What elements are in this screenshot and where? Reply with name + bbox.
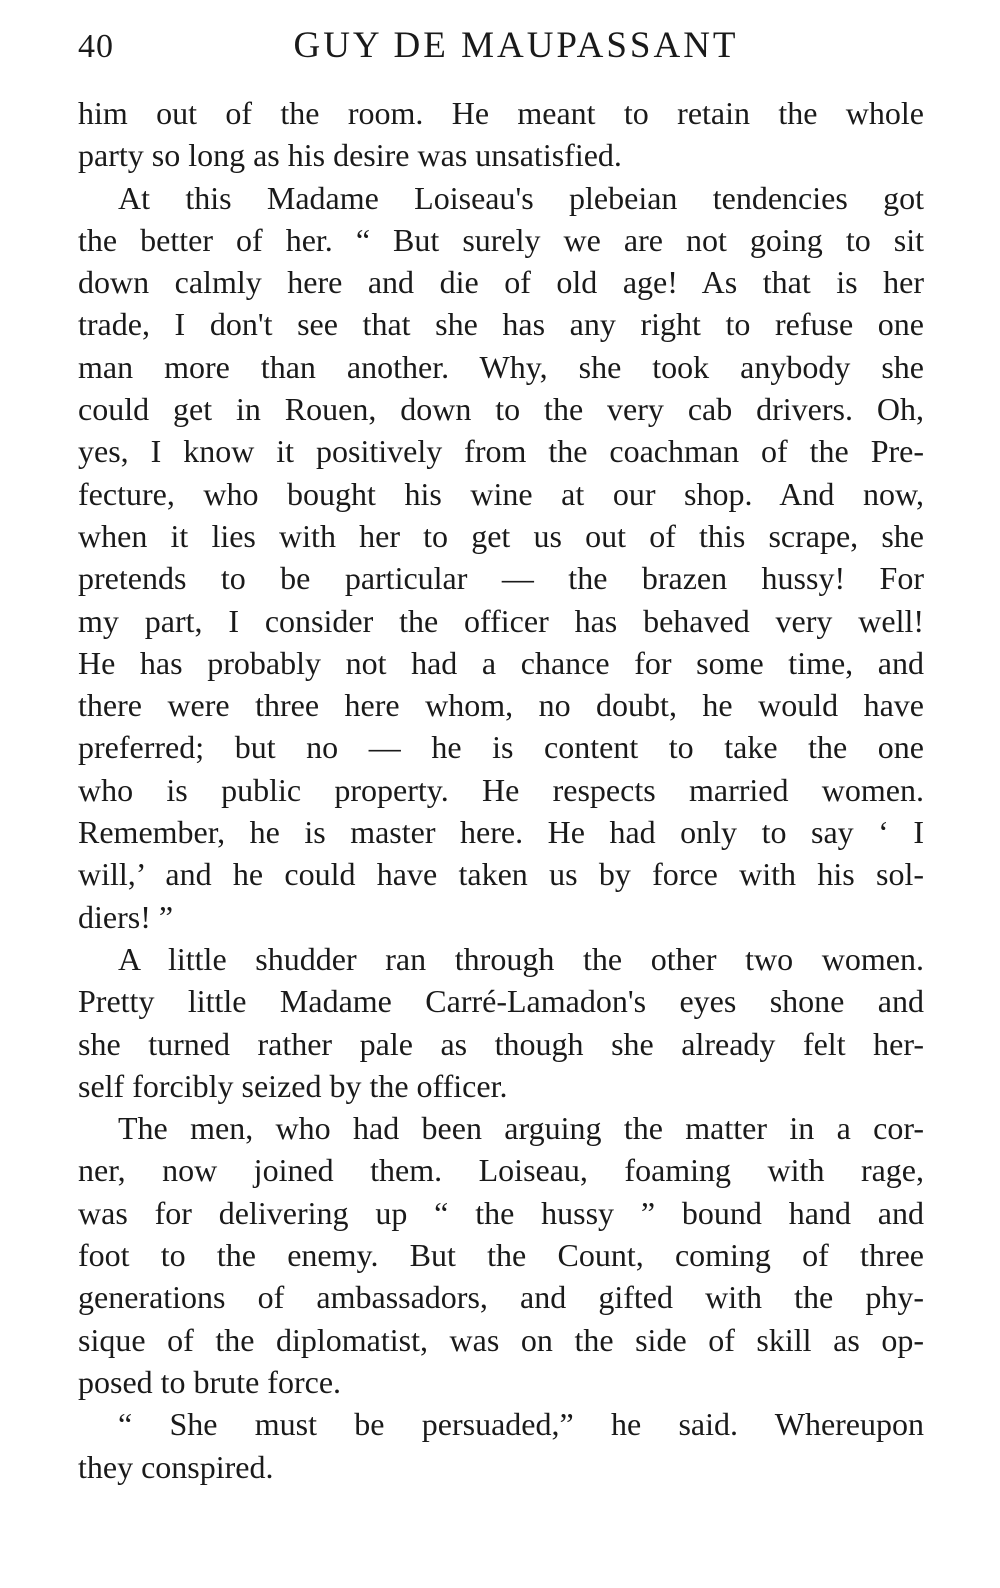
text-line: He has probably not had a chance for some time, and — [78, 644, 924, 681]
text-line: preferred; but no — he is content to take the one — [78, 729, 924, 766]
text-line: self forcibly seized by the officer. — [78, 1067, 508, 1104]
text-line: will,’ and he could have taken us by force with his sol- — [78, 856, 924, 893]
page-number: 40 — [78, 28, 114, 65]
text-line: A little shudder ran through the other two women. — [118, 940, 924, 977]
text-line: when it lies with her to get us out of this scrape, she — [78, 517, 924, 554]
text-line: my part, I consider the officer has behaved very well! — [78, 602, 924, 639]
text-line: diers! ” — [78, 898, 174, 935]
text-line: there were three here whom, no doubt, he would have — [78, 687, 924, 724]
book-page — [78, 18, 924, 1488]
text-line: pretends to be particular — the brazen hussy! For — [78, 560, 924, 597]
text-line: she turned rather pale as though she already felt her- — [78, 1025, 924, 1062]
text-line: they conspired. — [78, 1448, 274, 1485]
text-line: the better of her. “ But surely we are not going to sit — [78, 221, 924, 258]
text-line: Remember, he is master here. He had only to say ‘ I — [78, 814, 924, 851]
text-line: Pretty little Madame Carré-Lamadon's eyes shone and — [78, 983, 924, 1020]
text-line: was for delivering up “ the hussy ” bound hand and — [78, 1194, 924, 1231]
running-title: GUY DE MAUPASSANT — [293, 25, 739, 66]
text-line: down calmly here and die of old age! As that is her — [78, 264, 924, 301]
text-line: At this Madame Loiseau's plebeian tendencies got — [118, 179, 924, 216]
text-line: party so long as his desire was unsatisfied. — [78, 137, 622, 174]
body-text — [78, 92, 924, 1488]
text-line: who is public property. He respects married women. — [78, 771, 924, 808]
text-line: ner, now joined them. Loiseau, foaming with rage, — [78, 1152, 924, 1189]
text-line: foot to the enemy. But the Count, coming of three — [78, 1237, 924, 1274]
text-line: generations of ambassadors, and gifted with the phy- — [78, 1279, 924, 1316]
running-head — [78, 18, 924, 78]
text-line: posed to brute force. — [78, 1363, 342, 1400]
text-line: The men, who had been arguing the matter in a cor- — [118, 1110, 924, 1147]
text-line: sique of the diplomatist, was on the side of skill as op- — [78, 1321, 924, 1358]
text-line: man more than another. Why, she took anybody she — [78, 348, 924, 385]
text-line: “ She must be persuaded,” he said. Whereupon — [118, 1406, 924, 1443]
text-line: yes, I know it positively from the coachman of the Pre- — [78, 433, 924, 470]
text-line: fecture, who bought his wine at our shop. And now, — [78, 475, 924, 512]
text-line: trade, I don't see that she has any right to refuse one — [78, 306, 924, 343]
text-line: could get in Rouen, down to the very cab drivers. Oh, — [78, 391, 924, 428]
text-line: him out of the room. He meant to retain the whole — [78, 95, 924, 131]
